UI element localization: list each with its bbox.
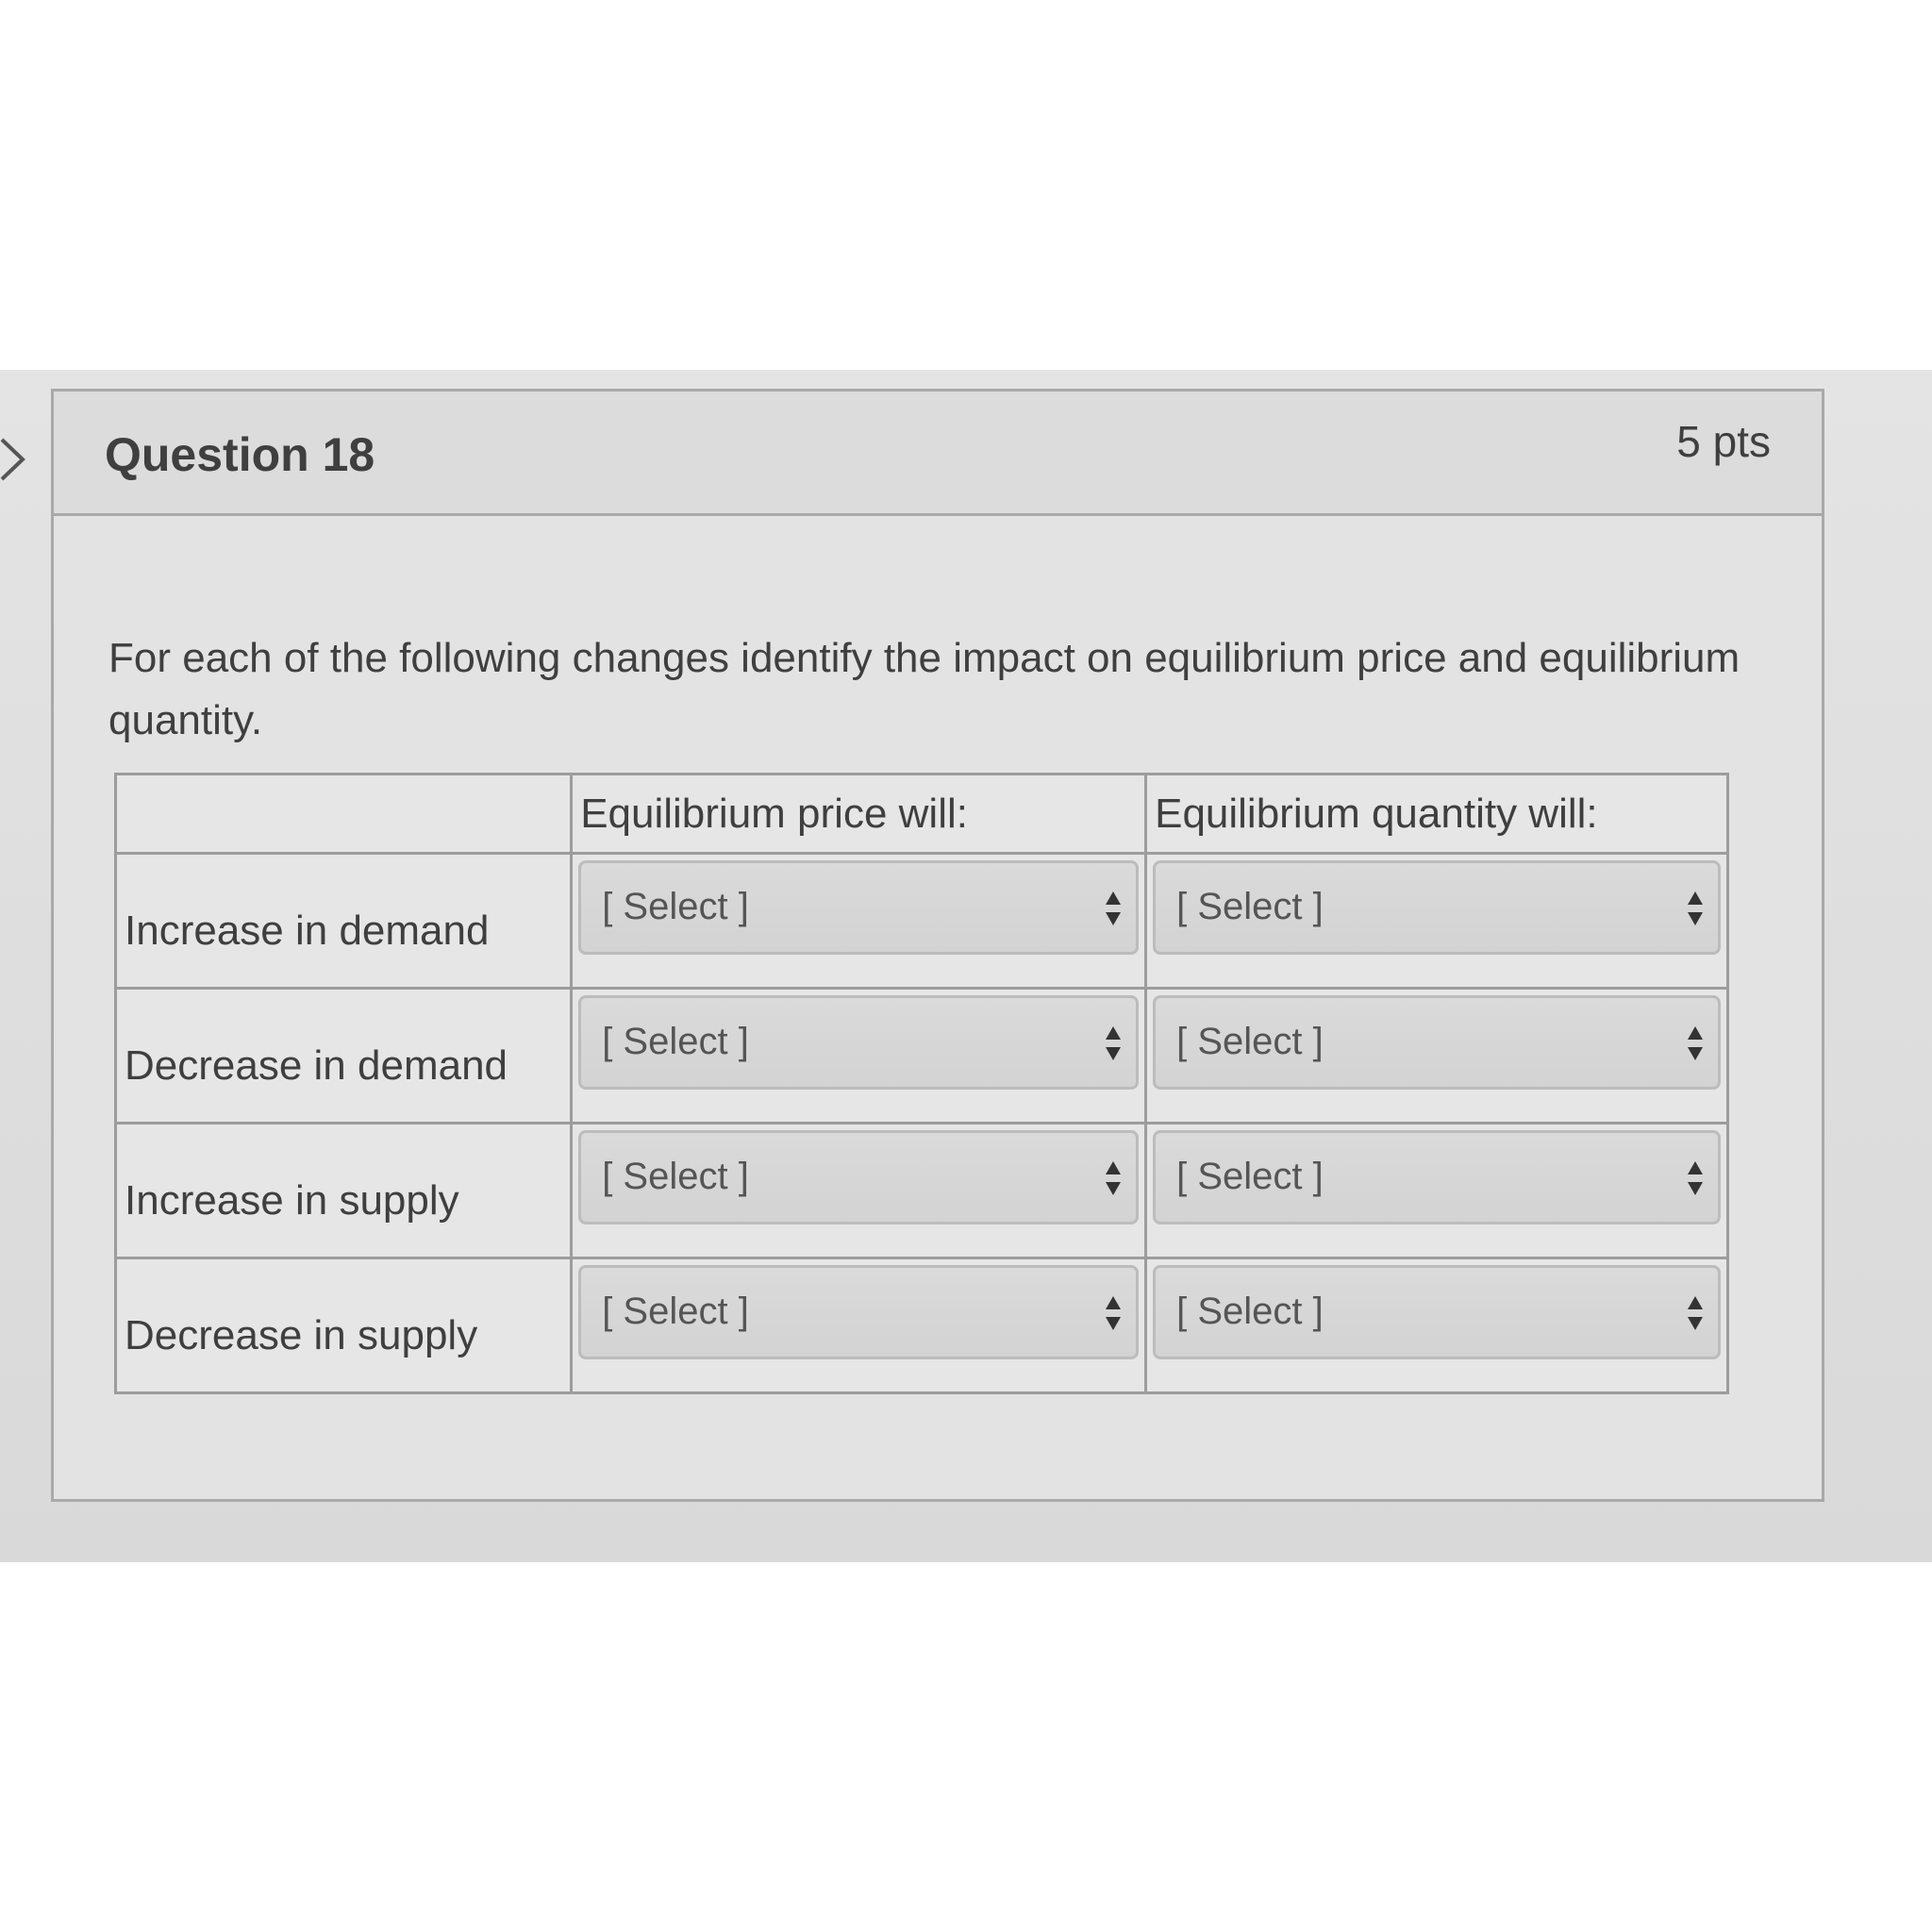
sort-arrows-icon <box>1104 1159 1123 1197</box>
header-empty <box>116 774 572 854</box>
quantity-select-decrease-supply[interactable] <box>1153 1265 1721 1359</box>
header-price: Equilibrium price will: <box>572 774 1146 854</box>
price-select-increase-supply[interactable] <box>578 1130 1139 1224</box>
sort-arrows-icon <box>1104 1294 1123 1332</box>
question-card <box>51 389 1824 1502</box>
question-points: 5 pts <box>1676 417 1771 466</box>
price-select-increase-demand[interactable] <box>578 860 1139 955</box>
table-header-row <box>116 774 1728 854</box>
row-label: Increase in demand <box>125 908 490 954</box>
question-header <box>54 391 1822 516</box>
sort-arrows-icon <box>1686 1159 1705 1197</box>
table-row <box>116 854 1728 989</box>
select-value: [ Select ] <box>1176 1021 1324 1062</box>
select-value: [ Select ] <box>1176 1156 1324 1197</box>
price-select-decrease-supply[interactable] <box>578 1265 1139 1359</box>
select-value: [ Select ] <box>602 886 749 927</box>
select-value: [ Select ] <box>602 1291 749 1332</box>
row-label: Decrease in demand <box>125 1042 508 1089</box>
quantity-select-decrease-demand[interactable] <box>1153 995 1721 1090</box>
select-value: [ Select ] <box>602 1021 749 1062</box>
sort-arrows-icon <box>1686 890 1705 927</box>
table-row <box>116 1258 1728 1393</box>
price-select-decrease-demand[interactable] <box>578 995 1139 1090</box>
table-row <box>116 989 1728 1124</box>
row-label: Increase in supply <box>125 1177 459 1224</box>
quantity-select-increase-demand[interactable] <box>1153 860 1721 955</box>
select-value: [ Select ] <box>1176 886 1324 927</box>
sort-arrows-icon <box>1686 1024 1705 1062</box>
row-label: Decrease in supply <box>125 1312 478 1358</box>
header-quantity: Equilibrium quantity will: <box>1146 774 1728 854</box>
sort-arrows-icon <box>1104 1024 1123 1062</box>
select-value: [ Select ] <box>1176 1291 1324 1332</box>
sort-arrows-icon <box>1686 1294 1705 1332</box>
chevron-right-icon[interactable] <box>0 436 28 483</box>
table-row <box>116 1124 1728 1258</box>
quantity-select-increase-supply[interactable] <box>1153 1130 1721 1224</box>
select-value: [ Select ] <box>602 1156 749 1197</box>
question-prompt: For each of the following changes identify the impact on equilibrium price and equilibrium quantity. <box>108 635 1740 743</box>
question-title: Question 18 <box>105 428 375 481</box>
answer-table <box>114 773 1729 1394</box>
sort-arrows-icon <box>1104 890 1123 927</box>
